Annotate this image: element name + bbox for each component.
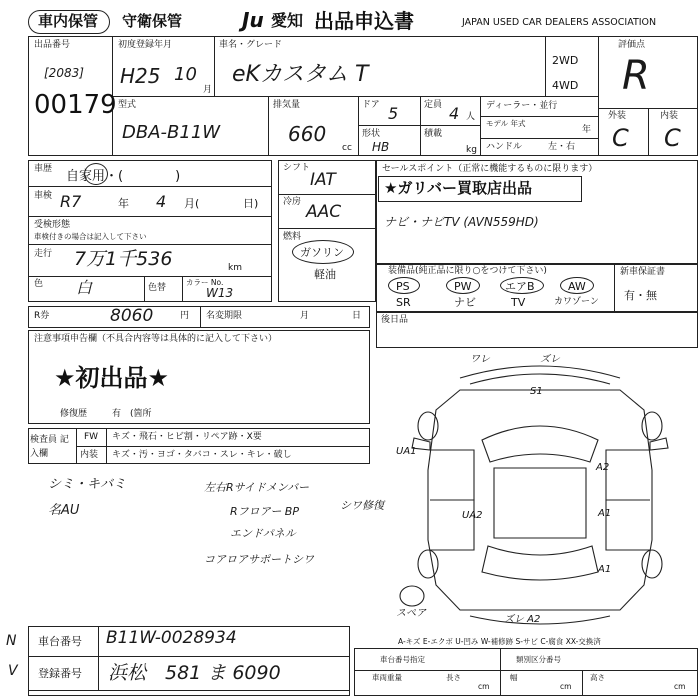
damage-mark-7: A1 [598,508,612,519]
divider [76,446,370,447]
car-name-value: eKカスタム T [232,62,369,87]
name-change-label: 名変期限 [206,311,243,321]
lot-number: 00179 [34,90,117,120]
displacement-label: 排気量 [273,100,301,110]
inspector-int-label: 内装 [80,450,99,460]
lot-small-number: [2083] [44,66,84,80]
damage-mark-10: ズレ A2 [504,614,541,625]
dealer-label: ディーラー・並行 [486,101,558,111]
tag1-text: 車内保管 [38,12,99,30]
plate-label: 登録番号 [38,667,82,680]
plate-value: 浜松 581 ま 6090 [108,662,281,684]
damage-legend: A-キズ E-エクボ U-凹み W-補修跡 S-サビ C-腐食 XX-交換済 [398,637,601,646]
equip-tv: TV [511,296,526,309]
history-value: 自家用・( ) [66,169,181,184]
recycle-value: 8060 [110,306,154,326]
tag2-text: 守衛保管 [122,12,183,30]
history-label: 車歴 [34,164,53,174]
reception-note: 車検付きの場合は記入して下さい [34,232,147,241]
width-unit: cm [560,682,572,691]
divider [182,276,183,302]
model-year-label: モデル 年式 [486,119,526,128]
color-code-value: W13 [206,286,234,300]
equip-aw: AW [568,280,586,293]
damage-mark-4: UA1 [396,446,417,457]
equip-navi: ナビ [454,296,476,309]
height-unit: cm [674,682,686,691]
height-label: 高さ [590,673,605,682]
chassis-value: B11W-0028934 [106,628,237,648]
divider [28,216,272,217]
warranty-label: 新車保証書 [620,267,666,277]
hand-note-2: 名AU [48,503,80,518]
equip-sr: SR [396,296,411,309]
divider [28,690,350,691]
handle-label: ハンドル [486,142,523,152]
divider [268,96,269,156]
chassis-label: 車台番号 [38,635,82,648]
aircon-value: AAC [306,202,342,222]
mileage-label: 走行 [34,249,53,259]
divider [28,244,272,245]
color-label: 色 [34,279,44,289]
divider [28,186,272,187]
lot-label: 出品番号 [34,40,71,50]
form-title: 出品申込書 [314,9,414,33]
score-int-label: 内装 [660,111,679,121]
recycle-label: R券 [34,311,50,321]
hand-note-7: シワ修復 [340,499,384,512]
divider [278,194,376,195]
width-label: 幅 [510,673,518,682]
damage-mark-3: S1 [530,386,543,397]
reception-label: 受検形態 [34,220,71,230]
length-unit: cm [478,682,490,691]
equip-airbag: エアB [505,280,535,293]
equipment-label: 装備品(純正品に限り○をつけて下さい) [388,266,547,276]
margin-n: N [6,633,17,649]
divider [648,108,649,156]
inspection-label: 車検 [34,191,53,201]
inspection-year-unit: 年 [118,197,129,210]
damage-mark-1: ワレ [470,354,490,365]
first-reg-label: 初度登録年月 [118,40,173,50]
selling-label: セールスポイント（正常に機能するものに限ります） [382,164,598,174]
divider [358,96,359,156]
fuel-circle [292,240,354,264]
region-text: 愛知 [271,11,304,30]
equip-aw-circle [560,277,594,294]
divider [354,670,698,671]
association-name: JAPAN USED CAR DEALERS ASSOCIATION [462,17,657,28]
damage-mark-9: スペア [396,608,426,619]
damage-mark-8: A1 [598,564,612,575]
recycle-unit: 円 [180,311,190,321]
equip-pw: PW [454,280,472,293]
first-reg-month-unit: 月 [203,85,213,95]
equip-pw-circle [446,277,480,294]
divider [214,36,215,96]
capacity-unit: 人 [466,112,476,122]
doors-label: ドア [362,100,380,110]
score-ext-label: 外装 [608,111,627,121]
mileage-unit: km [228,263,242,273]
drive-4wd: 4WD [552,79,579,92]
selling-note: ナビ・ナビTV (AVN559HD) [384,215,539,229]
divider [420,96,421,156]
damage-mark-5: A2 [596,462,610,473]
inspection-day-unit: 日) [243,197,259,210]
damage-mark-2: ズレ [540,354,560,365]
capacity-value: 4 [449,104,460,123]
divider [278,228,376,229]
divider [614,264,615,312]
divider [28,656,350,657]
color-code-label: カラー No. [186,278,224,287]
equip-ps-circle [388,277,420,294]
divider [480,116,598,117]
shift-value: IAT [310,170,336,190]
ju-logo: Ju [242,8,264,32]
divider [358,125,480,126]
load-unit: kg [466,145,477,155]
hand-note-4: Rフロアー BP [230,505,299,518]
divider [480,96,481,156]
margin-v: V [8,663,18,679]
length-label: 長さ [446,673,461,682]
model-year-unit: 年 [582,125,592,135]
divider [500,648,501,696]
first-reg-year: H25 [120,64,161,88]
displacement-value: 660 [288,122,327,146]
car-name-label: 車名・グレード [219,40,283,50]
color-value: 白 [76,278,93,297]
hand-note-3: 左右Rサイドメンバー [204,481,309,494]
repair-label: 修復歴 [60,409,88,419]
fuel-label: 燃料 [283,232,302,242]
load-label: 積載 [424,129,443,139]
inspector-fw-label: FW [84,432,99,442]
recycle-frame [28,306,370,328]
divider [200,306,201,328]
divider [582,670,583,696]
doors-value: 5 [388,104,399,123]
damage-mark-6: UA2 [462,510,483,521]
spec-label-3: 車両重量 [372,673,402,682]
aircon-label: 冷房 [283,197,302,207]
notes-label: 注意事項申告欄（不具合内容等は具体的に記入して下さい） [34,334,278,344]
inspector-fw-items: キズ・飛石・ヒビ割・リペア跡・X要 [112,432,262,442]
hand-note-1: シミ・キバミ [48,477,127,492]
divider [144,276,145,302]
fuel-gas: ガソリン [300,246,344,259]
equip-ps: PS [396,280,410,293]
divider [106,428,107,464]
equip-airbag-circle [500,277,544,294]
inspection-month-unit: 月( [184,197,200,210]
shift-label: シフト [283,163,311,173]
capacity-label: 定員 [424,100,443,110]
hand-note-6: コアロアサポートシワ [204,553,314,566]
score-ext-value: C [612,124,629,152]
handle-options: 左・右 [548,142,576,152]
rear-frame [376,312,698,348]
spec-label-2: 類別区分番号 [516,655,561,664]
color-change-label: 色替 [148,283,167,293]
fuel-diesel: 軽油 [314,268,336,281]
inspector-label: 検査員 記入欄 [30,435,69,460]
shape-label: 形状 [362,129,381,139]
hand-note-5: エンドパネル [230,527,296,540]
inspection-year: R7 [60,192,82,211]
divider [598,36,599,156]
name-change-month: 月 [300,311,310,321]
divider [28,276,272,277]
score-value: R [622,53,650,99]
drive-2wd: 2WD [552,54,579,67]
shape-value: HB [372,140,390,154]
first-reg-month: 10 [174,64,197,85]
warranty-value: 有・無 [624,289,657,302]
selling-banner: ★ガリバー買取店出品 [384,179,532,197]
divider [112,96,598,97]
divider [98,626,99,690]
car-damage-diagram [390,350,690,630]
score-label: 評価点 [618,40,646,50]
mileage-value: 7万1千536 [74,248,173,270]
divider [545,36,546,96]
name-change-day: 日 [352,311,362,321]
history-circle [84,163,108,185]
equip-kawazoon: カワゾーン [554,297,599,307]
divider [480,138,598,139]
model-value: DBA-B11W [122,122,221,143]
score-int-value: C [664,124,681,152]
inspection-month: 4 [156,192,167,211]
displacement-unit: cc [342,143,352,153]
rear-label: 後日品 [381,315,409,325]
notes-value: ★初出品★ [54,364,170,392]
model-label: 型式 [118,100,137,110]
spec-label-1: 車台番号指定 [380,655,425,664]
repair-value: 有 (箇所 [112,409,152,419]
inspector-int-items: キズ・汚・ヨゴ・タバコ・スレ・キレ・破し [112,450,292,460]
